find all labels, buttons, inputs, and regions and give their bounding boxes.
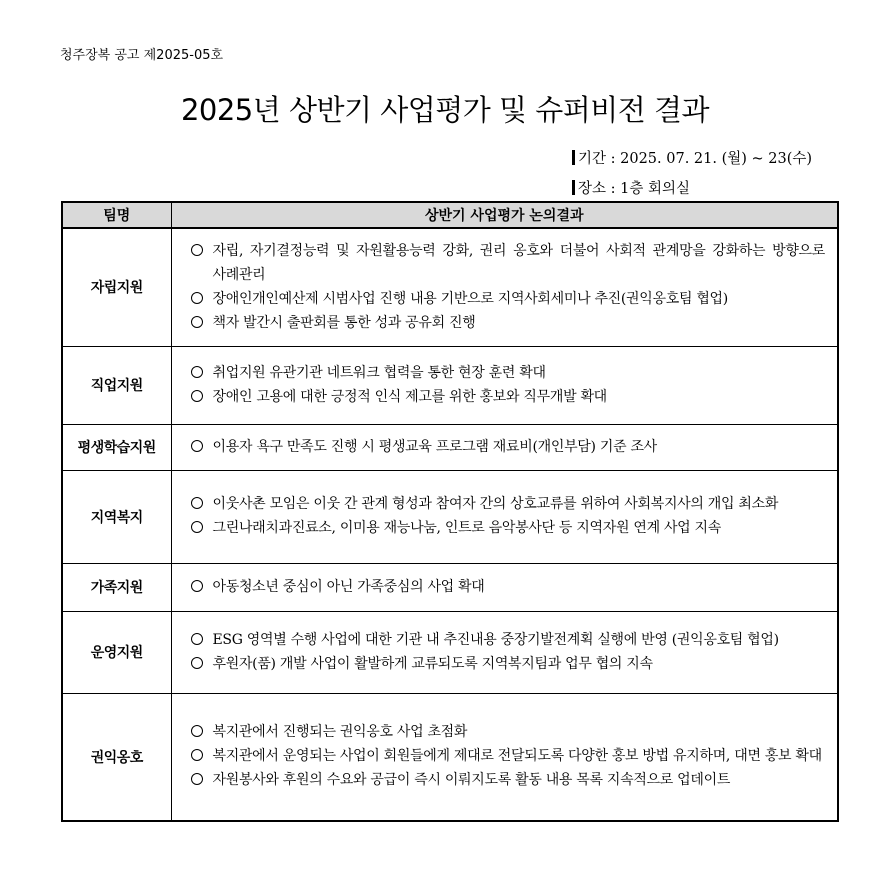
bullet-bar-icon: [572, 150, 575, 165]
bullet-bar-icon: [572, 180, 575, 195]
list-item: 이용자 욕구 만족도 진행 시 평생교육 프로그램 재료비(개인부담) 기준 조사: [190, 435, 826, 459]
table-row: [62, 693, 838, 821]
result-list: [190, 435, 826, 459]
team-name: 직업지원: [62, 346, 171, 424]
list-item: 복지관에서 운영되는 사업이 회원들에게 제대로 전달되도록 다양한 홍보 방법 유지하며, 대면 홍보 확대: [190, 744, 826, 768]
result-cell: [171, 693, 838, 821]
result-list: [190, 575, 826, 599]
result-list: [190, 492, 826, 540]
page-title: 2025년 상반기 사업평가 및 슈퍼비전 결과: [180, 93, 710, 127]
list-item: 복지관에서 진행되는 권익옹호 사업 초점화: [190, 720, 826, 744]
result-list: [190, 361, 826, 409]
date-label: 기간 : 2025. 07. 21. (월) ~ 23(수): [578, 151, 813, 167]
list-item: 자원봉사와 후원의 수요와 공급이 즉시 이뤄지도록 활동 내용 목록 지속적으로 업데이트: [190, 768, 826, 792]
result-cell: [171, 470, 838, 563]
list-item: ESG 영역별 수행 사업에 대한 기관 내 추진내용 중장기발전계획 실행에 반영 (권익옹호팀 협업): [190, 628, 826, 652]
result-cell: [171, 563, 838, 611]
list-item: 후원자(품) 개발 사업이 활발하게 교류되도록 지역복지팀과 업무 협의 지속: [190, 652, 826, 676]
list-item: 책자 발간시 출판회를 통한 성과 공유회 진행: [190, 311, 826, 335]
evaluation-table: [61, 201, 839, 822]
place-info: [572, 177, 690, 198]
result-list: [190, 720, 826, 792]
list-item: 그린나래치과진료소, 이미용 재능나눔, 인트로 음악봉사단 등 지역자원 연계 사업 지속: [190, 516, 826, 540]
team-name: 운영지원: [62, 611, 171, 693]
result-cell: [171, 228, 838, 346]
team-name: 평생학습지원: [62, 424, 171, 470]
table-row: [62, 470, 838, 563]
notice-number: 청주장복 공고 제2025-05호: [60, 48, 224, 63]
column-header-team: 팀명: [62, 202, 171, 228]
result-cell: [171, 611, 838, 693]
list-item: 자립, 자기결정능력 및 자원활용능력 강화, 권리 옹호와 더불어 사회적 관계망을 강화하는 방향으로 사례관리: [190, 239, 826, 287]
list-item: 이웃사촌 모임은 이웃 간 관계 형성과 참여자 간의 상호교류를 위하여 사회복지사의 개입 최소화: [190, 492, 826, 516]
table-row: [62, 563, 838, 611]
list-item: 취업지원 유관기관 네트워크 협력을 통한 현장 훈련 확대: [190, 361, 826, 385]
list-item: 장애인개인예산제 시범사업 진행 내용 기반으로 지역사회세미나 추진(권익옹호팀 협업): [190, 287, 826, 311]
table-row: [62, 346, 838, 424]
team-name: 자립지원: [62, 228, 171, 346]
result-list: [190, 239, 826, 335]
table-row: [62, 228, 838, 346]
column-header-result: 상반기 사업평가 논의결과: [171, 202, 838, 228]
team-name: 지역복지: [62, 470, 171, 563]
date-info: [572, 147, 812, 168]
result-list: [190, 628, 826, 676]
result-cell: [171, 346, 838, 424]
team-name: 가족지원: [62, 563, 171, 611]
result-cell: [171, 424, 838, 470]
table-header-row: [62, 202, 838, 228]
place-label: 장소 : 1층 회의실: [578, 181, 690, 197]
table-row: [62, 424, 838, 470]
team-name: 권익옹호: [62, 693, 171, 821]
table-row: [62, 611, 838, 693]
list-item: 아동청소년 중심이 아닌 가족중심의 사업 확대: [190, 575, 826, 599]
list-item: 장애인 고용에 대한 긍정적 인식 제고를 위한 홍보와 직무개발 확대: [190, 385, 826, 409]
